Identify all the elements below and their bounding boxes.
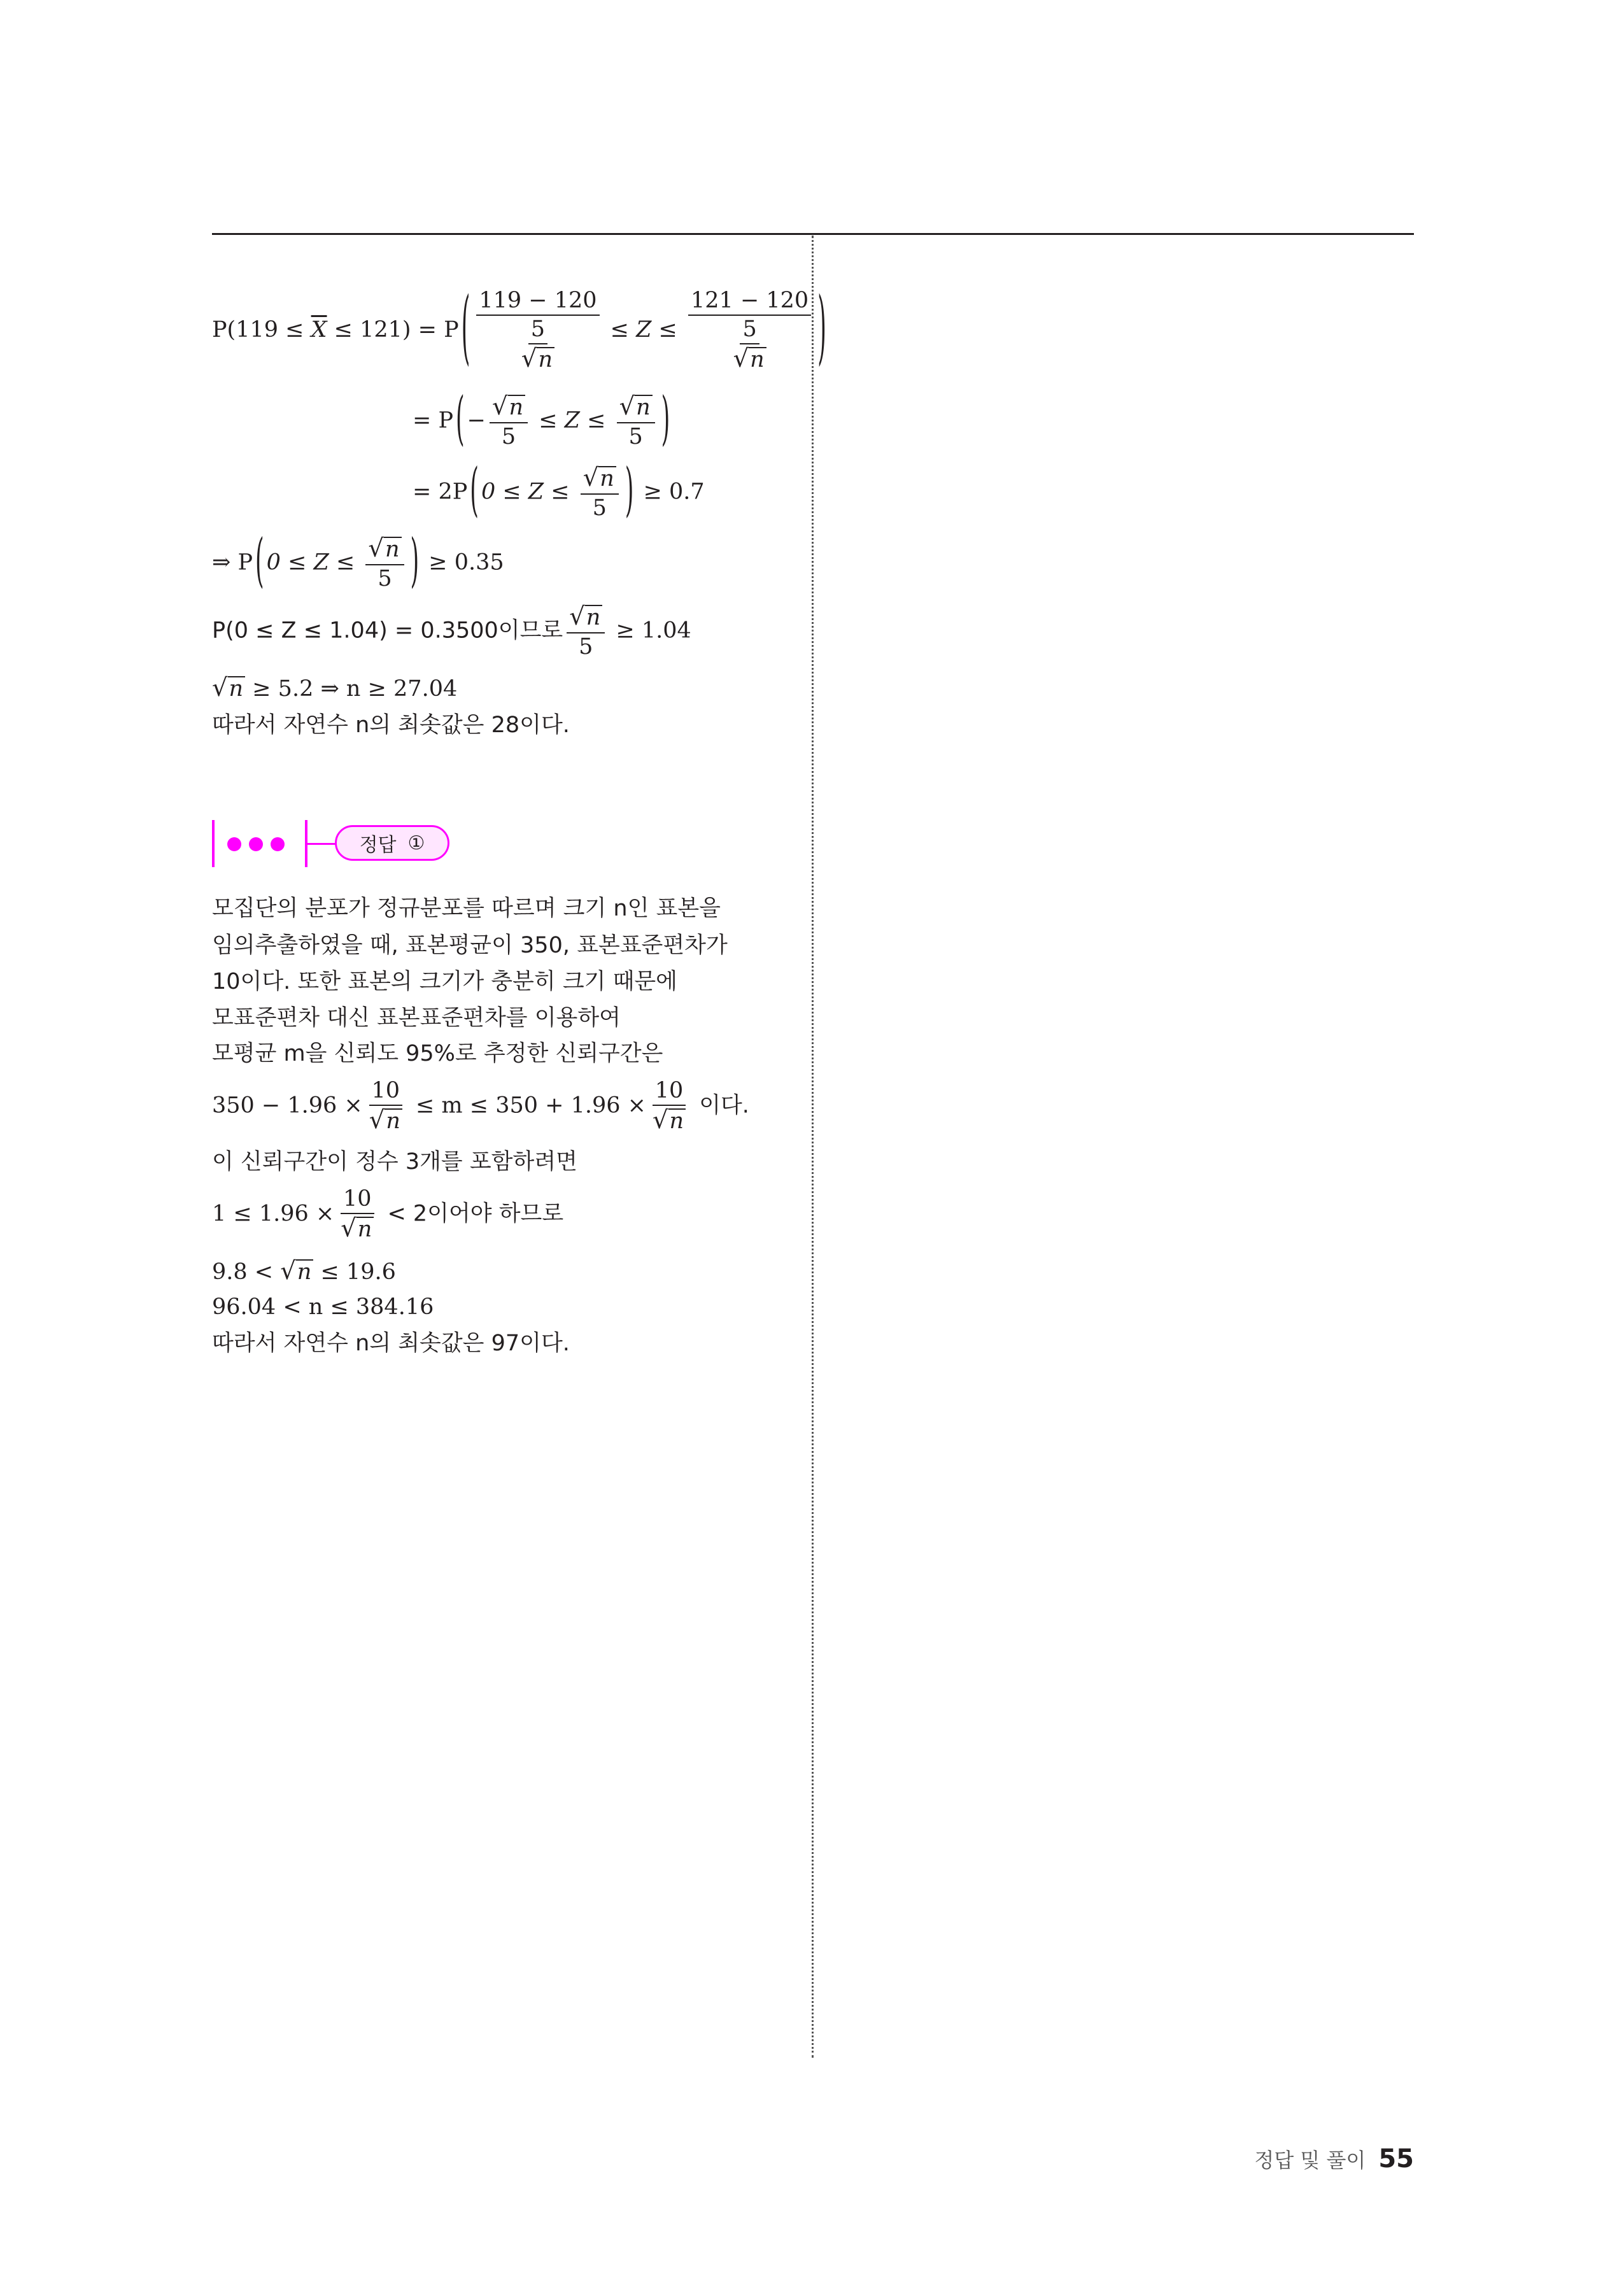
equation-line-6: √ n ≥ 5.2 ⇒ n ≥ 27.04 [212, 674, 458, 702]
marker-dot [249, 837, 263, 851]
paragraph-line-1: 모집단의 분포가 정규분포를 따르며 크기 n인 표본을 [212, 896, 721, 921]
equation-line-4: ⇒ P ( 0 ≤ Z ≤ √ n 5 ) ≥ 0.35 [212, 528, 504, 595]
equation-line-3: = 2P ( 0 ≤ Z ≤ √ n 5 ) ≥ 0.7 [413, 458, 705, 525]
conclusion-b: 따라서 자연수 n의 최솟값은 97이다. [212, 1331, 570, 1356]
eq1-lhs: P(119 ≤ [212, 316, 311, 343]
conclusion-a: 따라서 자연수 n의 최솟값은 28이다. [212, 712, 570, 738]
confidence-interval: 350 − 1.96 × 10 √ n ≤ m ≤ 350 + 1.96 × 10 √ n 이다. [212, 1078, 749, 1135]
answer-marker [212, 820, 511, 867]
inequality-line-1: 9.8 < √ n ≤ 19.6 [212, 1257, 396, 1285]
page-number: 55 [1378, 2144, 1414, 2174]
paragraph-line-5: 모평균 m을 신뢰도 95%로 추정한 신뢰구간은 [212, 1041, 663, 1066]
fraction-sqrt-n-over-5: √ n 5 [490, 395, 528, 448]
answer-label: 정답 [359, 834, 397, 856]
footer-label: 정답 및 풀이 [1254, 2148, 1366, 2172]
answer-choice: ① [407, 831, 425, 854]
paragraph-line-3: 10이다. 또한 표본의 크기가 충분히 크기 때문에 [212, 969, 677, 994]
marker-dot [227, 837, 241, 851]
paragraph-line-6: 이 신뢰구간이 정수 3개를 포함하려면 [212, 1149, 577, 1175]
marker-dot [271, 837, 285, 851]
page-footer [1254, 2144, 1414, 2174]
equation-line-5: P(0 ≤ Z ≤ 1.04) = 0.3500이므로 √ n 5 ≥ 1.04 [212, 602, 691, 660]
le-z-le: ≤ Z ≤ [603, 316, 685, 343]
eq1-mid: ≤ 121) = P [327, 316, 459, 343]
paragraph-line-4: 모표준편차 대신 표본표준편차를 이용하여 [212, 1005, 621, 1031]
inequality-line-2: 96.04 < n ≤ 384.16 [212, 1294, 434, 1320]
marker-connector [307, 843, 336, 845]
equation-line-1: $P(119 \le \overline{X} \le 121) = P$ ( 119 − 120 5 √ n ≤ Z ≤ 121 − 120 5 √ n ) [212, 283, 826, 375]
answer-badge [335, 825, 449, 861]
column-divider [812, 236, 814, 2058]
fraction-1: 119 − 120 5 √ n [476, 290, 599, 372]
xbar-symbol: $\overline{X}$ [311, 316, 327, 343]
paragraph-line-2: 임의추출하였을 때, 표본평균이 350, 표본표준편차가 [212, 933, 728, 958]
condition-line: 1 ≤ 1.96 × 10 √ n < 2이어야 하므로 [212, 1186, 564, 1243]
fraction-2: 121 − 120 5 √ n [688, 290, 811, 372]
top-rule [212, 233, 1414, 235]
marker-bar-left [212, 820, 215, 867]
equation-line-2: = P ( − √ n 5 ≤ Z ≤ √ n 5 ) [413, 386, 670, 453]
